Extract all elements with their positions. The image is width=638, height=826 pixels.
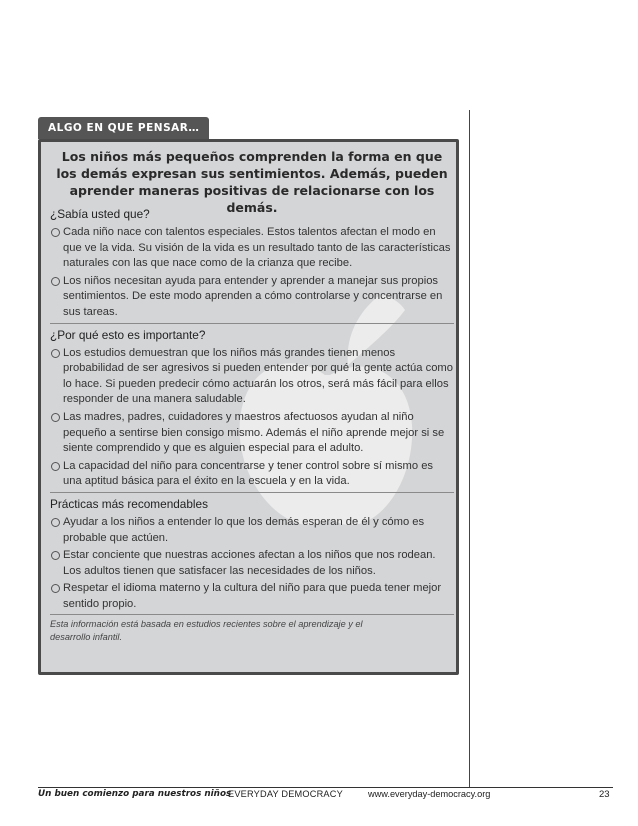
panel-headline: Los niños más pequeños comprenden la forma en que los demás expresan sus sentimientos. Además, pueden aprender maneras positivas de relacionarse con los demás. bbox=[56, 149, 448, 215]
section-divider bbox=[50, 492, 454, 493]
footer-title: Un buen comienzo para nuestros niños bbox=[38, 789, 232, 799]
list-item: La capacidad del niño para concentrarse y tener control sobre sí mismo es una aptitud básica para el éxito en la escuela y en la vida. bbox=[50, 459, 454, 490]
list-item: Cada niño nace con talentos especiales. Estos talentos afectan el modo en que ve la vida. Su visión de la vida es un resultado tanto de las características naturales con las que nace como de la crianza que recibe. bbox=[50, 225, 454, 272]
section-did-you-know bbox=[50, 206, 454, 321]
column-divider bbox=[469, 110, 470, 788]
list-item: Las madres, padres, cuidadores y maestros afectuosos ayudan al niño pequeño a sentirse bien consigo mismo. Además el niño aprende mejor si se siente comprendido y que es alguien especial para el adulto. bbox=[50, 410, 454, 457]
list-item: Ayudar a los niños a entender lo que los demás esperan de él y cómo es probable que actúen. bbox=[50, 515, 454, 546]
panel-content bbox=[50, 206, 454, 644]
list-item: Los niños necesitan ayuda para entender y aprender a manejar sus propios sentimientos. De este modo aprenden a cómo controlarse y concentrarse en sus tareas. bbox=[50, 274, 454, 321]
section-why-important bbox=[50, 327, 454, 490]
footer-org: EVERYDAY DEMOCRACY bbox=[228, 789, 343, 799]
list-item: Respetar el idioma materno y la cultura del niño para que pueda tener mejor sentido propio. bbox=[50, 581, 454, 612]
source-note: Esta información está basada en estudios recientes sobre el aprendizaje y el desarrollo infantil. bbox=[50, 619, 363, 643]
section-title: ¿Por qué esto es importante? bbox=[50, 327, 206, 342]
footer-url[interactable]: www.everyday-democracy.org bbox=[368, 789, 491, 799]
list-item: Los estudios demuestran que los niños más grandes tienen menos probabilidad de ser agresivos si pueden entender por qué la gente actúa como lo hace. Si pueden predecir cómo actuarán los otros, será más fácil para ellos responder de una manera saludable. bbox=[50, 346, 454, 408]
list-item: Estar conciente que nuestras acciones afectan a los niños que nos rodean. Los adultos tienen que satisfacer las necesidades de los niños. bbox=[50, 548, 454, 579]
footer-rule bbox=[38, 787, 613, 788]
section-best-practices bbox=[50, 496, 454, 613]
section-title: Prácticas más recomendables bbox=[50, 496, 209, 511]
section-title: ¿Sabía usted que? bbox=[50, 207, 150, 221]
page-number: 23 bbox=[599, 789, 610, 800]
section-divider bbox=[50, 614, 454, 615]
section-divider bbox=[50, 323, 454, 324]
section-tab: ALGO EN QUE PENSAR… bbox=[38, 117, 209, 139]
